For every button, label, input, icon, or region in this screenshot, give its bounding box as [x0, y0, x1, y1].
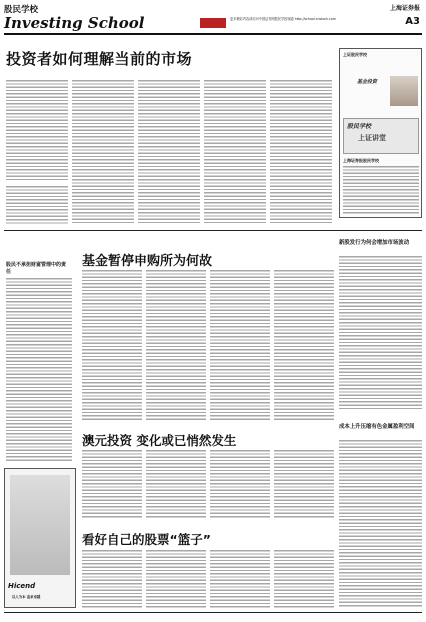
page-number: A3 — [405, 16, 420, 27]
metals-headline: 成本上升压缩有色金属盈利空间 — [339, 424, 415, 430]
top-col-5 — [270, 80, 332, 225]
section-title-en: Investing School — [4, 14, 145, 32]
lecture-topic: 基金投资 — [357, 79, 378, 85]
ipo-headline: 新股发行为何会增加市场波动 — [339, 240, 410, 246]
fund-col-4 — [274, 270, 334, 420]
paper-name: 上海证券报 — [389, 5, 420, 12]
fund-headline: 基金暂停申购所为何故 — [82, 254, 213, 269]
metals-text — [339, 440, 422, 608]
header-logo — [200, 18, 226, 28]
section-divider — [4, 230, 422, 231]
stock-col-3 — [210, 550, 270, 608]
top-col-2 — [72, 80, 134, 225]
aus-headline: 澳元投资 变化或已悄然发生 — [82, 433, 237, 448]
header-promo: 更多精彩内容请访问中国证券网股民学校频道 http://school.cnstock.com — [230, 17, 336, 21]
header-rule — [4, 33, 422, 35]
sidebar-text — [6, 278, 72, 463]
top-col-1 — [6, 80, 68, 180]
lecture-details — [343, 166, 419, 214]
section-title-zh: 股民学校 — [4, 5, 39, 15]
stock-col-1 — [82, 550, 142, 608]
aus-col-4 — [274, 450, 334, 518]
ad-image — [10, 475, 70, 575]
aus-col-1 — [82, 450, 142, 518]
top-col-4 — [204, 80, 266, 225]
stock-col-4 — [274, 550, 334, 608]
lecture-venue: 上海证券报股民学校 — [343, 158, 379, 163]
lecture-box-title: 上证股民学校 — [343, 52, 367, 57]
sidebar-headline: 股民不承担财富管理中的责任 — [6, 262, 67, 275]
stock-col-2 — [146, 550, 206, 608]
lecture-banner-subtitle: 上证讲堂 — [358, 134, 386, 142]
top-col-1-bottom — [6, 186, 68, 225]
top-headline: 投资者如何理解当前的市场 — [6, 50, 193, 68]
aus-col-2 — [146, 450, 206, 518]
stock-headline: 看好自己的股票“篮子” — [82, 532, 211, 547]
guest-photo — [390, 76, 418, 106]
ipo-text — [339, 256, 422, 411]
top-col-3 — [138, 80, 200, 225]
lecture-banner-title: 股民学校 — [347, 123, 372, 130]
fund-col-3 — [210, 270, 270, 420]
aus-col-3 — [210, 450, 270, 518]
fund-col-2 — [146, 270, 206, 420]
ad-logo: Hicend — [8, 582, 36, 590]
fund-col-1 — [82, 270, 142, 420]
footer-rule — [4, 612, 422, 613]
ad-slogan: 以人为本 追求卓越 — [12, 595, 41, 599]
